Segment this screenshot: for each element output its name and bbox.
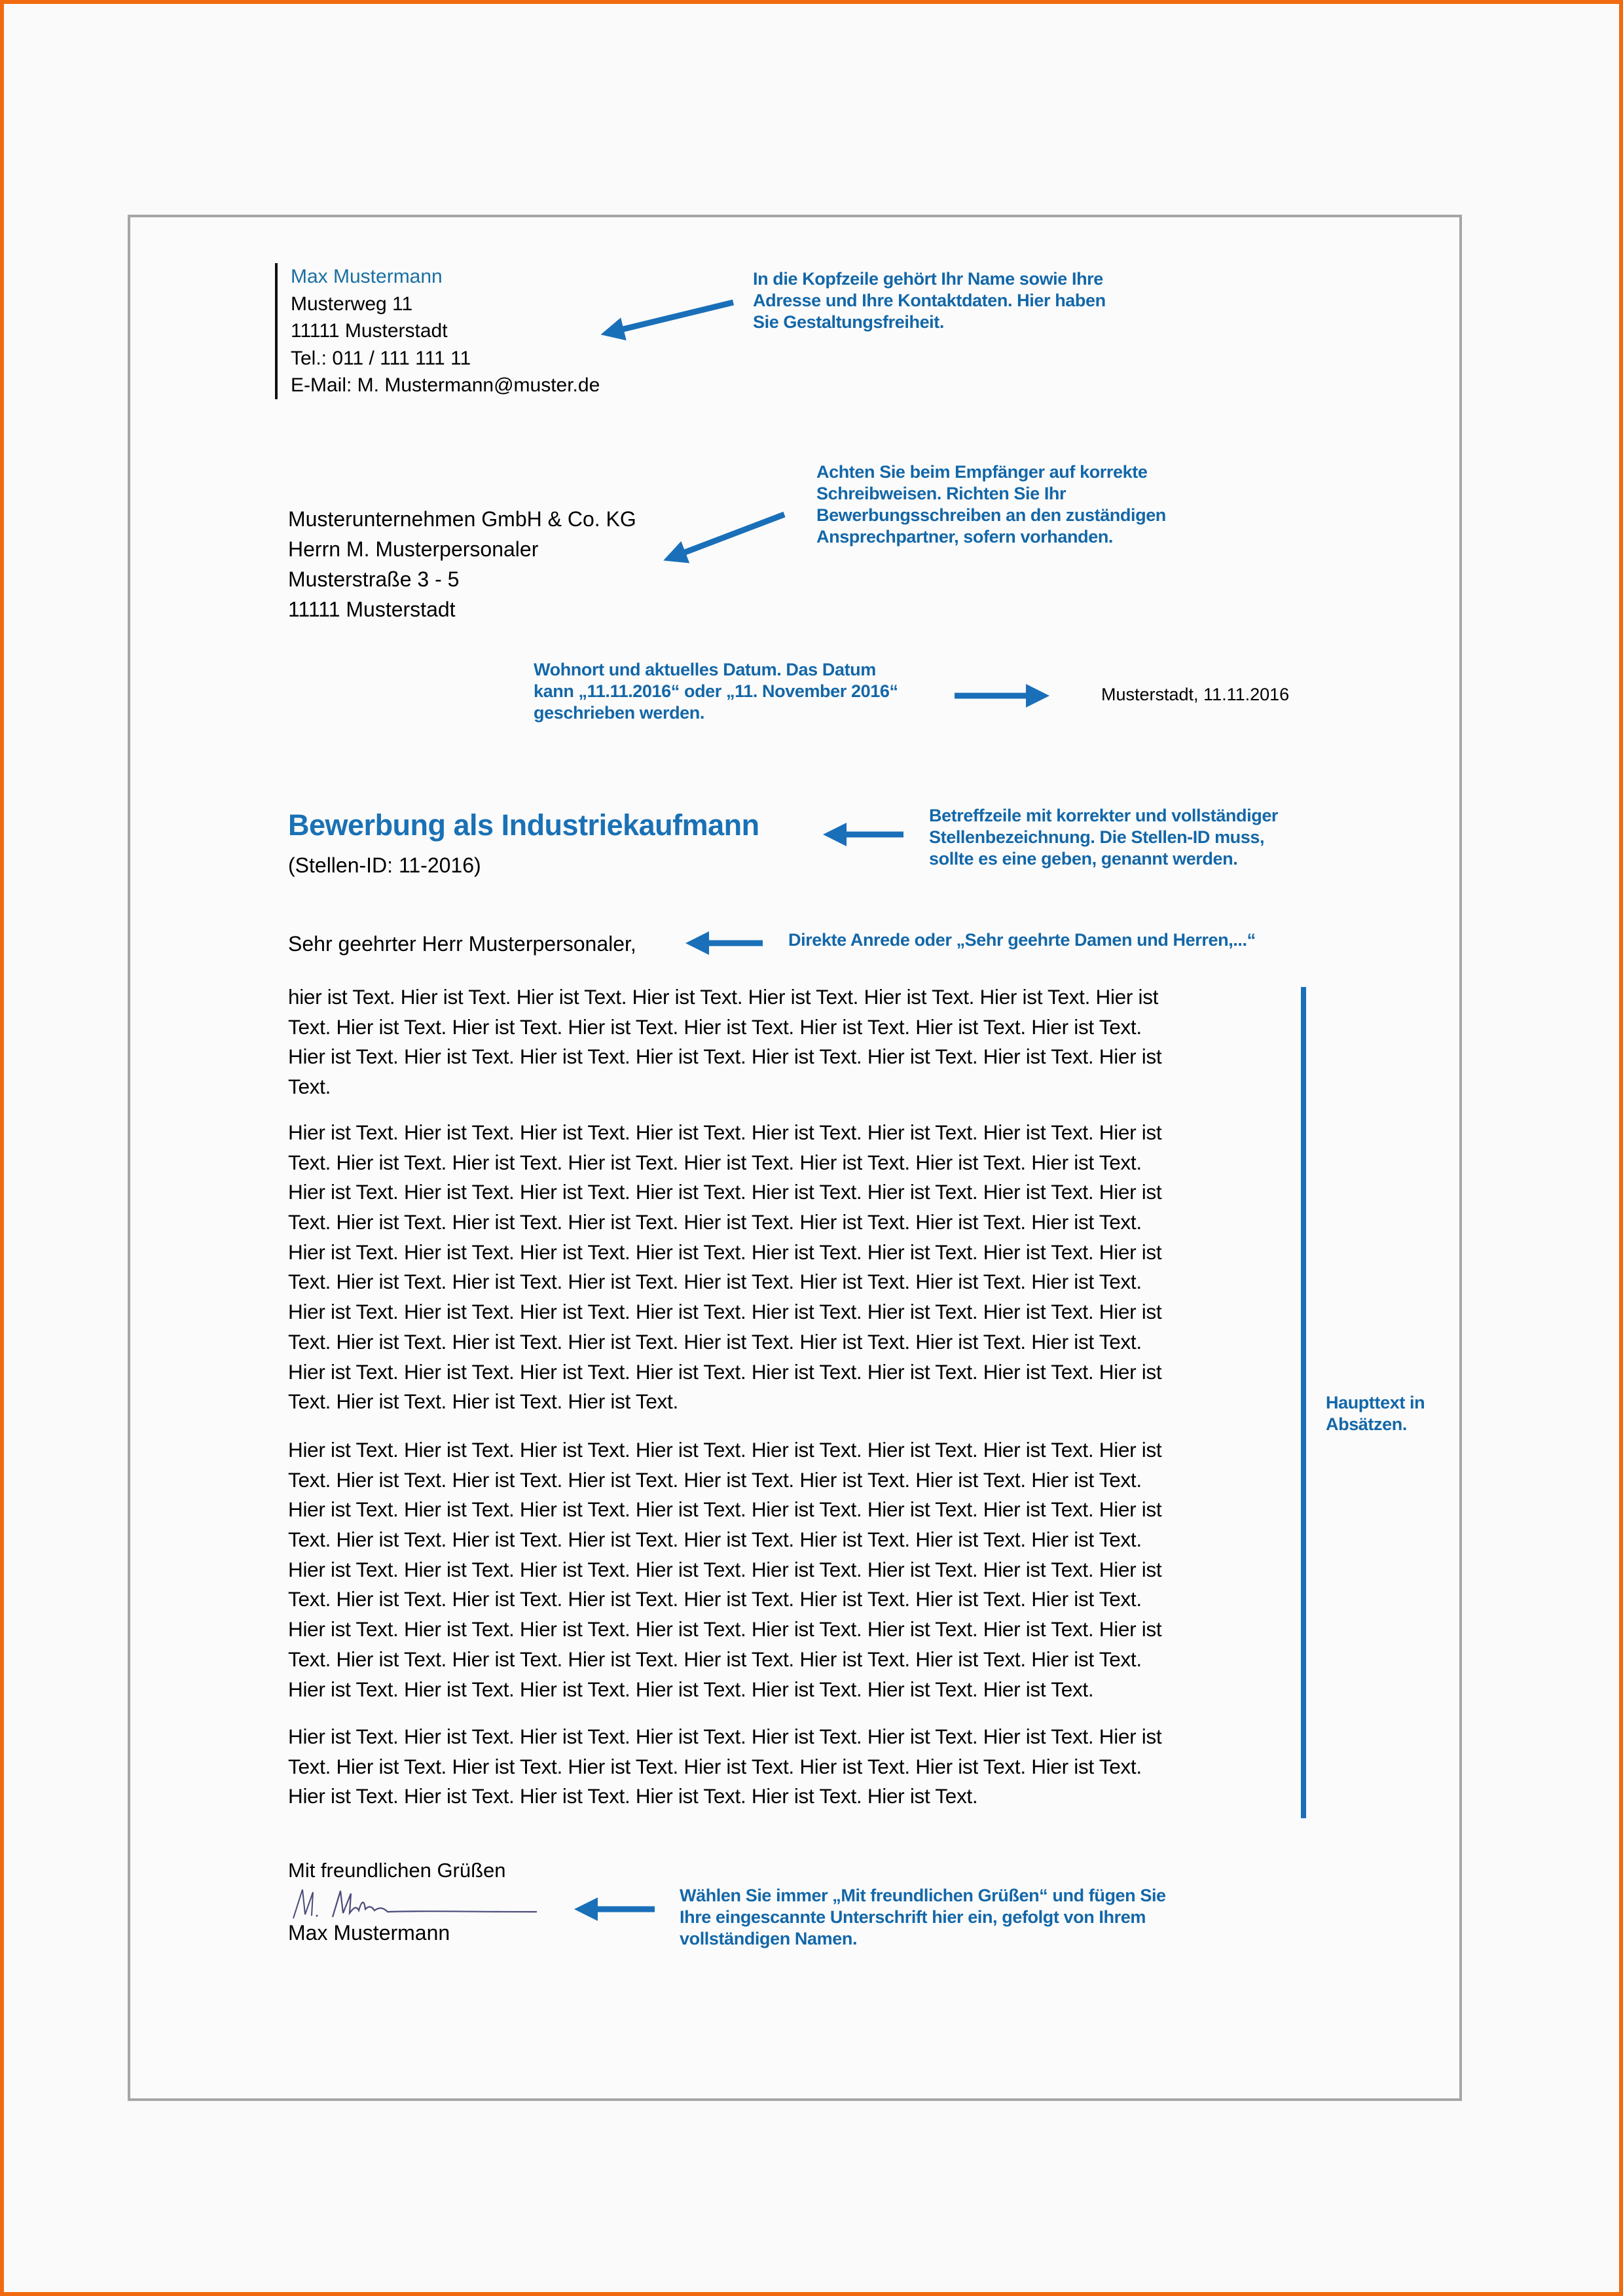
text-line: Hier ist Text. Hier ist Text. Hier ist Text. Hier ist Text. Hier ist Text. Hier ist Text. Hier ist Text. Hier ist <box>288 1121 1162 1144</box>
annotation-line: Direkte Anrede oder „Sehr geehrte Damen und Herren,...“ <box>788 930 1256 950</box>
arrow-recipient-icon <box>674 514 784 556</box>
text-line: Text. <box>288 1075 331 1099</box>
annotation-line: Bewerbungsschreiben an den zuständigen <box>816 505 1166 525</box>
text-line: Hier ist Text. Hier ist Text. Hier ist Text. Hier ist Text. Hier ist Text. Hier ist Text. Hier ist Text. Hier ist <box>288 1180 1162 1204</box>
text-line: Text. Hier ist Text. Hier ist Text. Hier ist Text. Hier ist Text. Hier ist Text. Hier ist Text. Hier ist Text. <box>288 1329 1142 1354</box>
text-line: Text. Hier ist Text. Hier ist Text. Hier ist Text. Hier ist Text. Hier ist Text. Hier ist Text. Hier ist Text. <box>288 1528 1142 1552</box>
text-line: Hier ist Text. Hier ist Text. Hier ist Text. Hier ist Text. Hier ist Text. Hier ist Text. Hier ist Text. Hier ist <box>288 1557 1162 1581</box>
arrow-header-icon <box>612 302 733 332</box>
job-id: (Stellen-ID: 11-2016) <box>288 853 481 877</box>
annotation-line: geschrieben werden. <box>534 703 704 723</box>
recipient-company: Musterunternehmen GmbH & Co. KG <box>288 507 636 531</box>
text-line: Text. Hier ist Text. Hier ist Text. Hier ist Text. Hier ist Text. Hier ist Text. Hier ist Text. Hier ist Text. <box>288 1647 1142 1671</box>
recipient-street: Musterstraße 3 - 5 <box>288 567 460 591</box>
sender-phone: Tel.: 011 / 111 111 11 <box>291 347 471 369</box>
text-line: Hier ist Text. Hier ist Text. Hier ist Text. Hier ist Text. Hier ist Text. Hier ist Text. Hier ist Text. <box>288 1677 1094 1701</box>
text-line: Hier ist Text. Hier ist Text. Hier ist Text. Hier ist Text. Hier ist Text. Hier ist Text. Hier ist Text. Hier ist <box>288 1240 1162 1264</box>
annotation-line: vollständigen Namen. <box>680 1929 858 1948</box>
text-line: hier ist Text. Hier ist Text. Hier ist Text. Hier ist Text. Hier ist Text. Hier ist Text. Hier ist Text. Hier ist <box>288 985 1159 1009</box>
annotation-line: Ansprechpartner, sofern vorhanden. <box>816 527 1114 547</box>
closing-phrase: Mit freundlichen Grüßen <box>288 1859 506 1882</box>
text-line: Text. Hier ist Text. Hier ist Text. Hier ist Text. Hier ist Text. Hier ist Text. Hier ist Text. Hier ist Text. <box>288 1270 1142 1294</box>
annotation-line: Wohnort und aktuelles Datum. Das Datum <box>534 660 876 679</box>
annotation-line: kann „11.11.2016“ oder „11. November 2016“ <box>534 681 898 701</box>
sender-email: E-Mail: M. Mustermann@muster.de <box>291 374 600 396</box>
recipient-city: 11111 Musterstadt <box>288 598 456 621</box>
signed-name: Max Mustermann <box>288 1921 450 1945</box>
recipient-person: Herrn M. Musterpersonaler <box>288 537 539 561</box>
sender-street: Musterweg 11 <box>291 293 413 315</box>
text-line: Text. Hier ist Text. Hier ist Text. Hier ist Text. Hier ist Text. Hier ist Text. Hier ist Text. Hier ist Text. <box>288 1587 1142 1611</box>
text-line: Text. Hier ist Text. Hier ist Text. Hier ist Text. Hier ist Text. Hier ist Text. Hier ist Text. Hier ist Text. <box>288 1467 1142 1492</box>
annotation-line: Schreibweisen. Richten Sie Ihr <box>816 484 1067 503</box>
text-line: Hier ist Text. Hier ist Text. Hier ist Text. Hier ist Text. Hier ist Text. Hier ist Text. Hier ist Text. Hier ist <box>288 1045 1162 1069</box>
place-date: Musterstadt, 11.11.2016 <box>1101 685 1290 704</box>
text-line: Hier ist Text. Hier ist Text. Hier ist Text. Hier ist Text. Hier ist Text. Hier ist Text. Hier ist Text. Hier ist <box>288 1725 1162 1748</box>
annotation-line: In die Kopfzeile gehört Ihr Name sowie Ihre <box>753 269 1103 289</box>
text-line: Text. Hier ist Text. Hier ist Text. Hier ist Text. Hier ist Text. Hier ist Text. Hier ist Text. Hier ist Text. <box>288 1150 1142 1174</box>
sender-name: Max Mustermann <box>291 266 443 287</box>
sender-city: 11111 Musterstadt <box>291 320 448 342</box>
text-line: Text. Hier ist Text. Hier ist Text. Hier ist Text. Hier ist Text. Hier ist Text. Hier ist Text. Hier ist Text. <box>288 1754 1142 1778</box>
text-line: Hier ist Text. Hier ist Text. Hier ist Text. Hier ist Text. Hier ist Text. Hier ist Text. Hier ist Text. Hier ist <box>288 1438 1162 1462</box>
text-line: Hier ist Text. Hier ist Text. Hier ist Text. Hier ist Text. Hier ist Text. Hier ist Text. Hier ist Text. Hier ist <box>288 1617 1162 1641</box>
annotation-line: Stellenbezeichnung. Die Stellen-ID muss, <box>929 827 1265 847</box>
text-line: Hier ist Text. Hier ist Text. Hier ist Text. Hier ist Text. Hier ist Text. Hier ist Text. <box>288 1784 978 1808</box>
text-line: Hier ist Text. Hier ist Text. Hier ist Text. Hier ist Text. Hier ist Text. Hier ist Text. Hier ist Text. Hier ist <box>288 1498 1162 1522</box>
annotation-line: Ihre eingescannte Unterschrift hier ein, gefolgt von Ihrem <box>680 1907 1146 1927</box>
text-line: Hier ist Text. Hier ist Text. Hier ist Text. Hier ist Text. Hier ist Text. Hier ist Text. Hier ist Text. Hier ist <box>288 1300 1162 1324</box>
annotation-line: Sie Gestaltungsfreiheit. <box>753 312 944 332</box>
text-line: Hier ist Text. Hier ist Text. Hier ist Text. Hier ist Text. Hier ist Text. Hier ist Text. Hier ist Text. Hier ist <box>288 1359 1162 1384</box>
annotation-line: Haupttext in <box>1326 1393 1425 1412</box>
annotation-line: Betreffzeile mit korrekter und vollständiger <box>929 806 1279 825</box>
annotation-line: sollte es eine geben, genannt werden. <box>929 849 1238 869</box>
text-line: Text. Hier ist Text. Hier ist Text. Hier ist Text. Hier ist Text. Hier ist Text. Hier ist Text. Hier ist Text. <box>288 1210 1142 1234</box>
annotation-line: Achten Sie beim Empfänger auf korrekte <box>816 462 1148 482</box>
annotation-line: Wählen Sie immer „Mit freundlichen Grüßen“ und fügen Sie <box>680 1886 1166 1905</box>
salutation: Sehr geehrter Herr Musterpersonaler, <box>288 932 636 956</box>
subject-line: Bewerbung als Industriekaufmann <box>288 808 759 842</box>
text-line: Text. Hier ist Text. Hier ist Text. Hier ist Text. <box>288 1390 678 1414</box>
annotation-line: Absätzen. <box>1326 1414 1407 1434</box>
annotation-line: Adresse und Ihre Kontaktdaten. Hier haben <box>753 291 1106 310</box>
text-line: Text. Hier ist Text. Hier ist Text. Hier ist Text. Hier ist Text. Hier ist Text. Hier ist Text. Hier ist Text. <box>288 1014 1142 1039</box>
